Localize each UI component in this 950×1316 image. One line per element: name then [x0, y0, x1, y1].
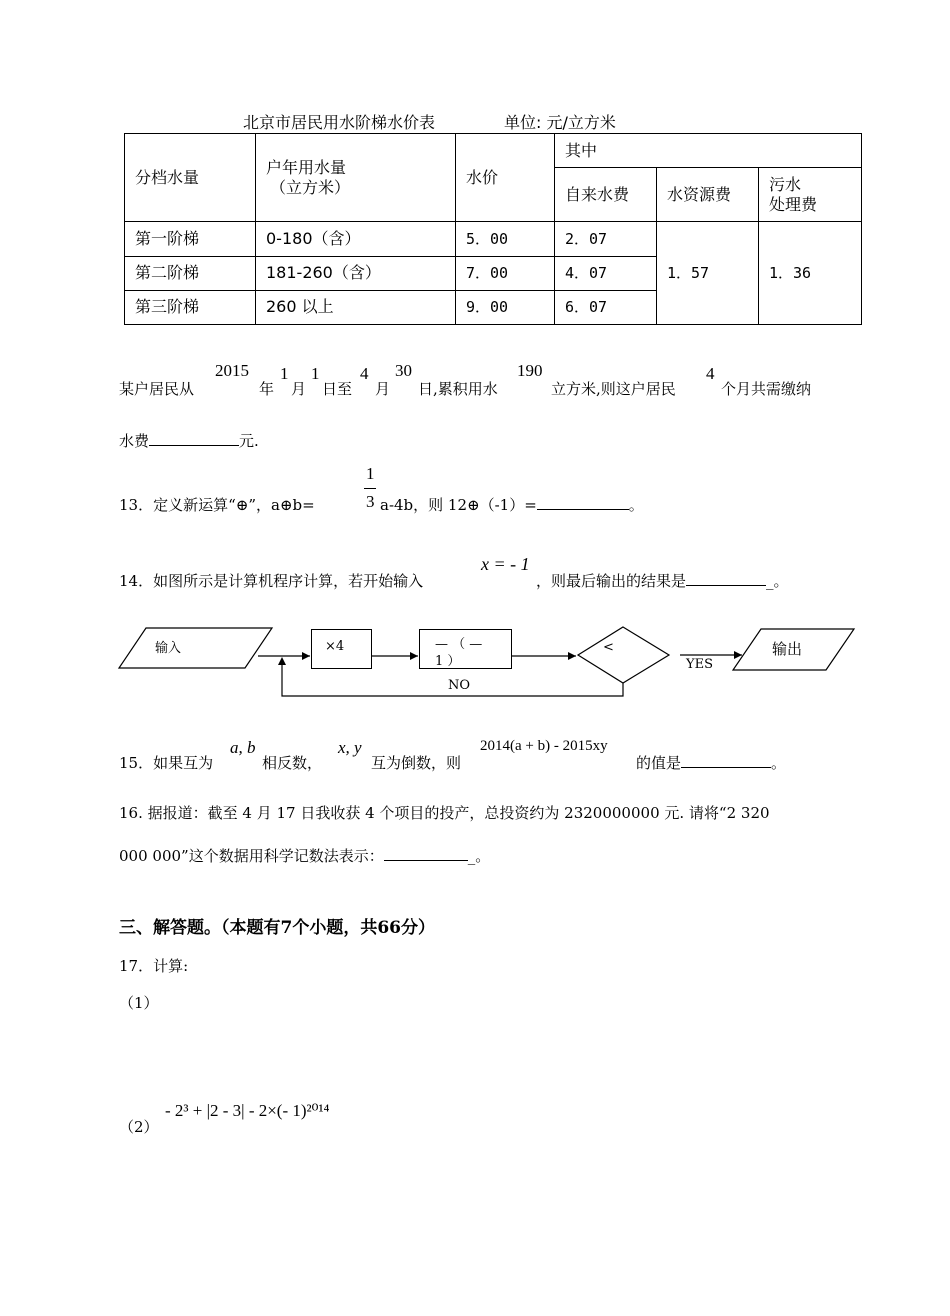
flow-input-label: 输入 [155, 641, 182, 656]
flow-output-label: 输出 [772, 640, 803, 658]
q14-part1: 14．如图所示是计算机程序计算，若开始输入 [119, 572, 424, 590]
row-price: 7．00 [456, 256, 555, 290]
row-tier: 第一阶梯 [125, 222, 256, 256]
row-usage: 0-180（含） [256, 222, 456, 256]
resource-fee-value: 1．57 [657, 222, 759, 325]
flow-mult-box [311, 629, 372, 669]
flow-condition-label: < [603, 640, 614, 655]
q17-part1-label: （1） [119, 994, 159, 1012]
q12-year: 2015 [215, 361, 249, 380]
q15-part1: 15．如果互为 [119, 754, 214, 772]
q15-answer-blank[interactable] [681, 752, 771, 768]
q16-line2: 000 000”这个数据用科学记数法表示： _。 [119, 847, 491, 865]
header-resource-fee: 水资源费 [657, 168, 759, 222]
q13-frac-denominator: 3 [366, 492, 375, 511]
row-usage: 260 以上 [256, 290, 456, 324]
flow-arrowhead-sub [568, 652, 576, 660]
q12-line2: 水费 元. [119, 432, 259, 450]
row-tier: 第二阶梯 [125, 256, 256, 290]
q15-part3: 互为倒数，则 [371, 754, 462, 772]
header-price: 水价 [456, 134, 555, 222]
q13-part1: 13．定义新运算“⊕”，a⊕b= [119, 496, 315, 514]
row-tap-fee: 4．07 [555, 256, 657, 290]
q17-part2-expression: - 2³ + |2 - 3| - 2×(- 1)²⁰¹⁴ [165, 1101, 330, 1120]
q13-frac-numerator: 1 [366, 464, 375, 483]
header-sewage-line1: 污水 [769, 174, 802, 194]
header-annual-usage-line1: 户年用水量 [266, 157, 347, 177]
header-annual-usage-line2: （立方米） [270, 177, 351, 197]
q17-title: 17．计算: [119, 957, 189, 975]
flow-sub-line2: 1 ） [435, 654, 461, 669]
flow-sub-line1: — （ — [435, 637, 483, 652]
header-among: 其中 [555, 134, 862, 168]
flow-yes-label: YES [686, 657, 713, 672]
q16-answer-blank[interactable] [384, 845, 468, 861]
q15-ab: a, b [230, 738, 256, 757]
row-tap-fee: 2．07 [555, 222, 657, 256]
q17-part2-label: （2） [119, 1118, 159, 1136]
header-tier: 分档水量 [125, 134, 256, 222]
flow-arrowhead-input [302, 652, 310, 660]
q15-xy: x, y [338, 738, 362, 757]
flow-sub-box [419, 629, 512, 669]
flow-arrowhead-loop [278, 657, 286, 665]
flow-mult-label: ×4 [325, 639, 345, 654]
row-usage: 181-260（含） [256, 256, 456, 290]
q14-formula: x = - 1 [481, 554, 530, 574]
q16-line1: 16. 据报道：截至 4 月 17 日我收获 4 个项目的投产，总投资约为 2320000000 元. 请将“2 320 [119, 804, 770, 822]
row-price: 9．00 [456, 290, 555, 324]
row-tier: 第三阶梯 [125, 290, 256, 324]
q15-part4: 的值是 。 [636, 754, 787, 772]
row-tap-fee: 6．07 [555, 290, 657, 324]
section-3-heading: 三、解答题。（本题有7个小题，共66分） [119, 918, 435, 938]
flow-condition-shape [578, 627, 669, 683]
table-title: 北京市居民用水阶梯水价表 [243, 113, 436, 132]
flow-input-shape [119, 628, 272, 668]
q15-expression: 2014(a + b) - 2015xy [480, 738, 608, 754]
table-unit: 单位: 元/立方米 [504, 113, 616, 132]
q15-part2: 相反数， [262, 754, 323, 772]
q14-part2: ，则最后输出的结果是 _。 [536, 572, 789, 590]
header-tap-fee: 自来水费 [555, 168, 657, 222]
row-price: 5．00 [456, 222, 555, 256]
header-sewage-line2: 处理费 [769, 194, 818, 214]
sewage-fee-value: 1．36 [759, 222, 862, 325]
flow-arrowhead-mult [410, 652, 418, 660]
flow-no-label: NO [448, 678, 471, 693]
q13-part2: a-4b，则 12⊕（-1）= 。 [380, 496, 644, 514]
